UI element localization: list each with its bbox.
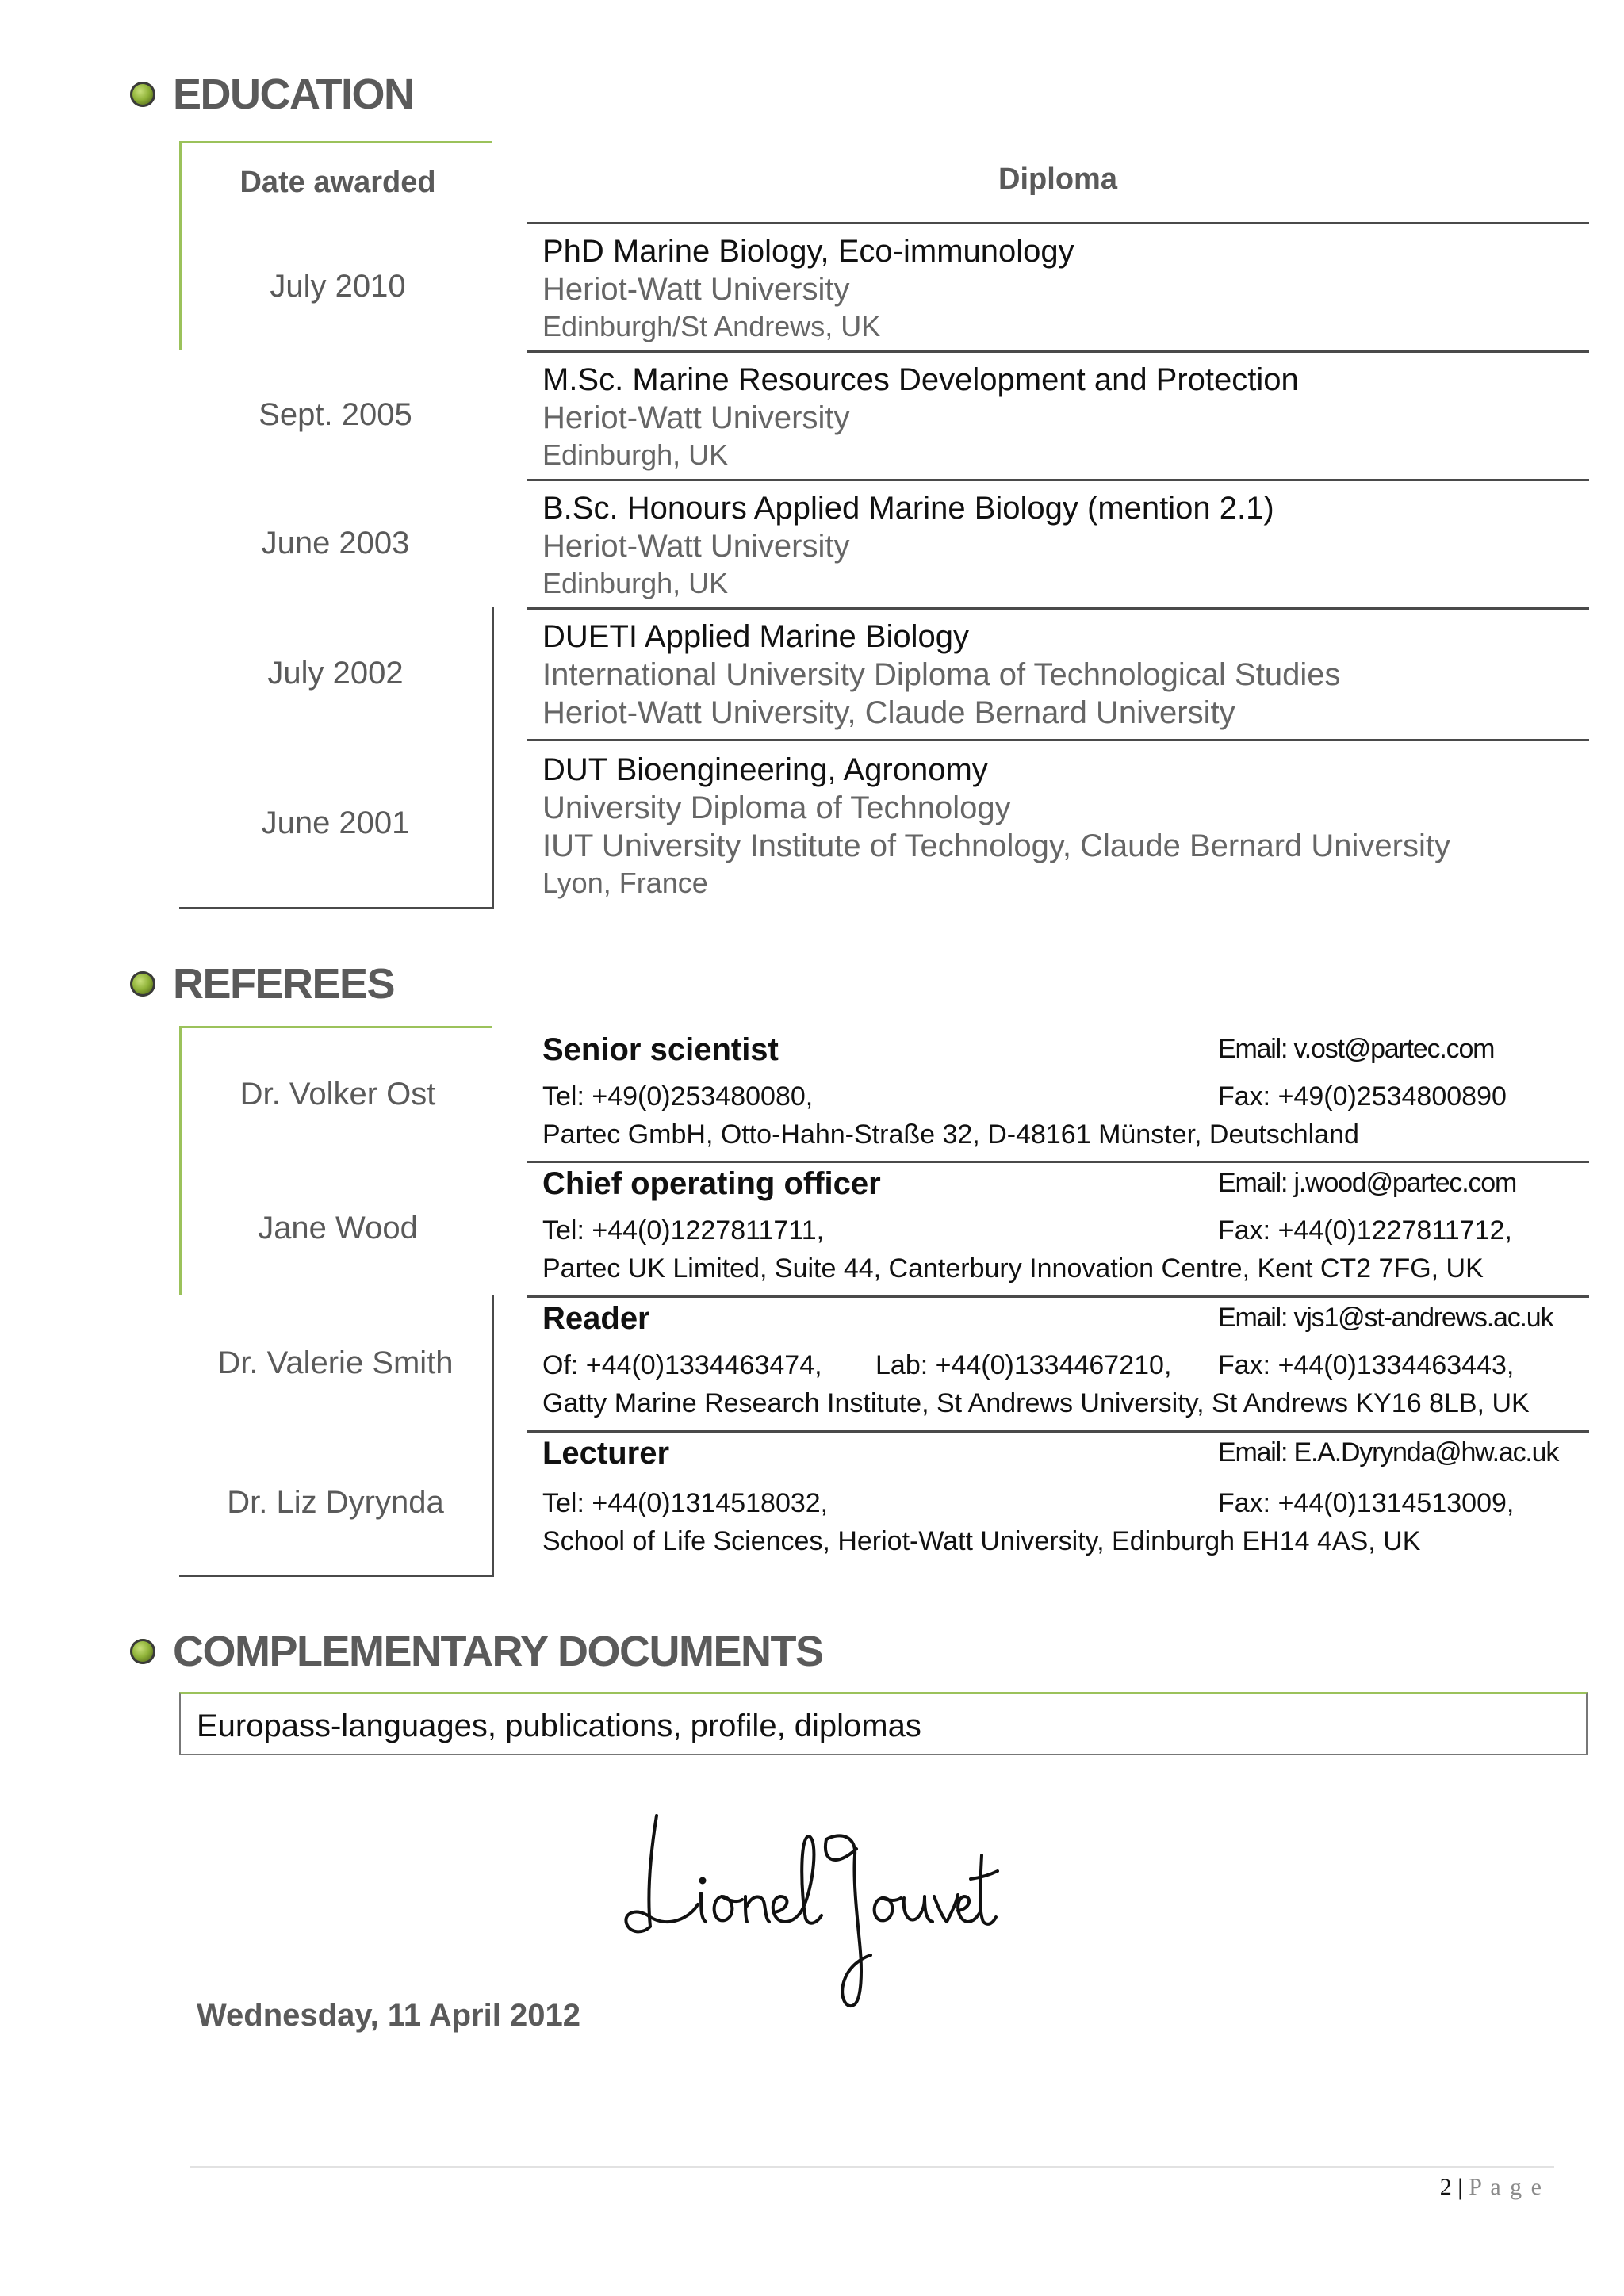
edu-date-cell: July 2002 xyxy=(179,607,494,739)
referee-name-cell: Dr. Valerie Smith xyxy=(179,1295,494,1430)
education-heading xyxy=(130,70,414,119)
edu-diploma-cell: B.Sc. Honours Applied Marine Biology (mention 2.1) Heriot-Watt University Edinburgh, UK xyxy=(527,479,1589,610)
referee-name-cell: Dr. Liz Dyrynda xyxy=(179,1430,494,1577)
signature-image xyxy=(619,1808,999,2014)
referee-email: Email: E.A.Dyrynda@hw.ac.uk xyxy=(1218,1437,1559,1468)
page-separator: | xyxy=(1457,2174,1463,2200)
referee-address: Partec GmbH, Otto-Hahn-Straße 32, D-48161 Münster, Deutschland xyxy=(542,1119,1359,1150)
edu-diploma-cell: PhD Marine Biology, Eco-immunology Heriot-Watt University Edinburgh/St Andrews, UK xyxy=(527,222,1589,353)
referees-title: REFEREES xyxy=(173,960,395,1008)
page-footer xyxy=(1440,2174,1543,2201)
edu-diploma-cell: DUT Bioengineering, Agronomy University Diploma of Technology IUT University Institute of Technology, Claude Bernard University Lyon, France xyxy=(527,739,1589,909)
referee-email: Email: vjs1@st-andrews.ac.uk xyxy=(1218,1303,1553,1333)
bullet-icon xyxy=(130,82,155,107)
document-date: Wednesday, 11 April 2012 xyxy=(197,1998,580,2033)
complementary-box xyxy=(179,1692,1588,1755)
referee-tel: Tel: +44(0)1227811711, xyxy=(542,1215,825,1246)
referee-name-cell: Jane Wood xyxy=(179,1161,494,1295)
complementary-text: Europass-languages, publications, profile, diplomas xyxy=(197,1709,921,1743)
referee-address: Partec UK Limited, Suite 44, Canterbury Innovation Centre, Kent CT2 7FG, UK xyxy=(542,1253,1484,1284)
referee-details xyxy=(527,1430,1589,1577)
bullet-icon xyxy=(130,971,155,997)
referee-fax: Fax: +44(0)1227811712, xyxy=(1218,1215,1512,1246)
page-label: P a g e xyxy=(1469,2174,1543,2200)
edu-date-cell: June 2003 xyxy=(261,525,410,561)
edu-date-cell: June 2001 xyxy=(179,739,494,909)
complementary-title: COMPLEMENTARY DOCUMENTS xyxy=(173,1628,823,1675)
referee-role: Senior scientist xyxy=(542,1032,779,1067)
referee-address: School of Life Sciences, Heriot-Watt University, Edinburgh EH14 4AS, UK xyxy=(542,1526,1421,1556)
edu-date-cell: Sept. 2005 xyxy=(259,396,412,432)
edu-diploma-cell: DUETI Applied Marine Biology International University Diploma of Technological Studies Heriot-Watt University, Claude Bernard University xyxy=(527,607,1589,741)
edu-date-cell: July 2010 xyxy=(179,222,494,350)
education-title: EDUCATION xyxy=(173,71,414,118)
referee-role: Chief operating officer xyxy=(542,1166,881,1201)
referees-heading xyxy=(130,959,394,1008)
referee-lab-tel: Lab: +44(0)1334467210, xyxy=(875,1350,1172,1380)
referee-details xyxy=(527,1027,1589,1161)
diploma-header: Diploma xyxy=(998,163,1117,196)
referee-office-tel: Of: +44(0)1334463474, xyxy=(542,1350,822,1380)
referee-fax: Fax: +44(0)1314513009, xyxy=(1218,1488,1515,1518)
page-number: 2 xyxy=(1439,2174,1452,2200)
referee-address: Gatty Marine Research Institute, St Andrews University, St Andrews KY16 8LB, UK xyxy=(542,1388,1530,1418)
referee-role: Lecturer xyxy=(542,1436,670,1471)
referee-fax: Fax: +44(0)1334463443, xyxy=(1218,1350,1515,1380)
referee-details xyxy=(527,1161,1589,1298)
complementary-heading xyxy=(130,1627,823,1676)
footer-divider xyxy=(190,2166,1554,2168)
referee-email: Email: v.ost@partec.com xyxy=(1218,1034,1495,1064)
referee-tel: Tel: +44(0)1314518032, xyxy=(542,1488,829,1518)
referee-details xyxy=(527,1295,1589,1433)
referee-fax: Fax: +49(0)2534800890 xyxy=(1218,1081,1507,1112)
edu-diploma-cell: M.Sc. Marine Resources Development and Protection Heriot-Watt University Edinburgh, UK xyxy=(527,350,1589,481)
referee-email: Email: j.wood@partec.com xyxy=(1218,1168,1517,1198)
date-awarded-header: Date awarded xyxy=(179,143,494,222)
bullet-icon xyxy=(130,1639,155,1664)
referee-tel: Tel: +49(0)253480080, xyxy=(542,1081,814,1112)
referee-role: Reader xyxy=(542,1301,650,1336)
referee-name-cell: Dr. Volker Ost xyxy=(179,1027,494,1161)
